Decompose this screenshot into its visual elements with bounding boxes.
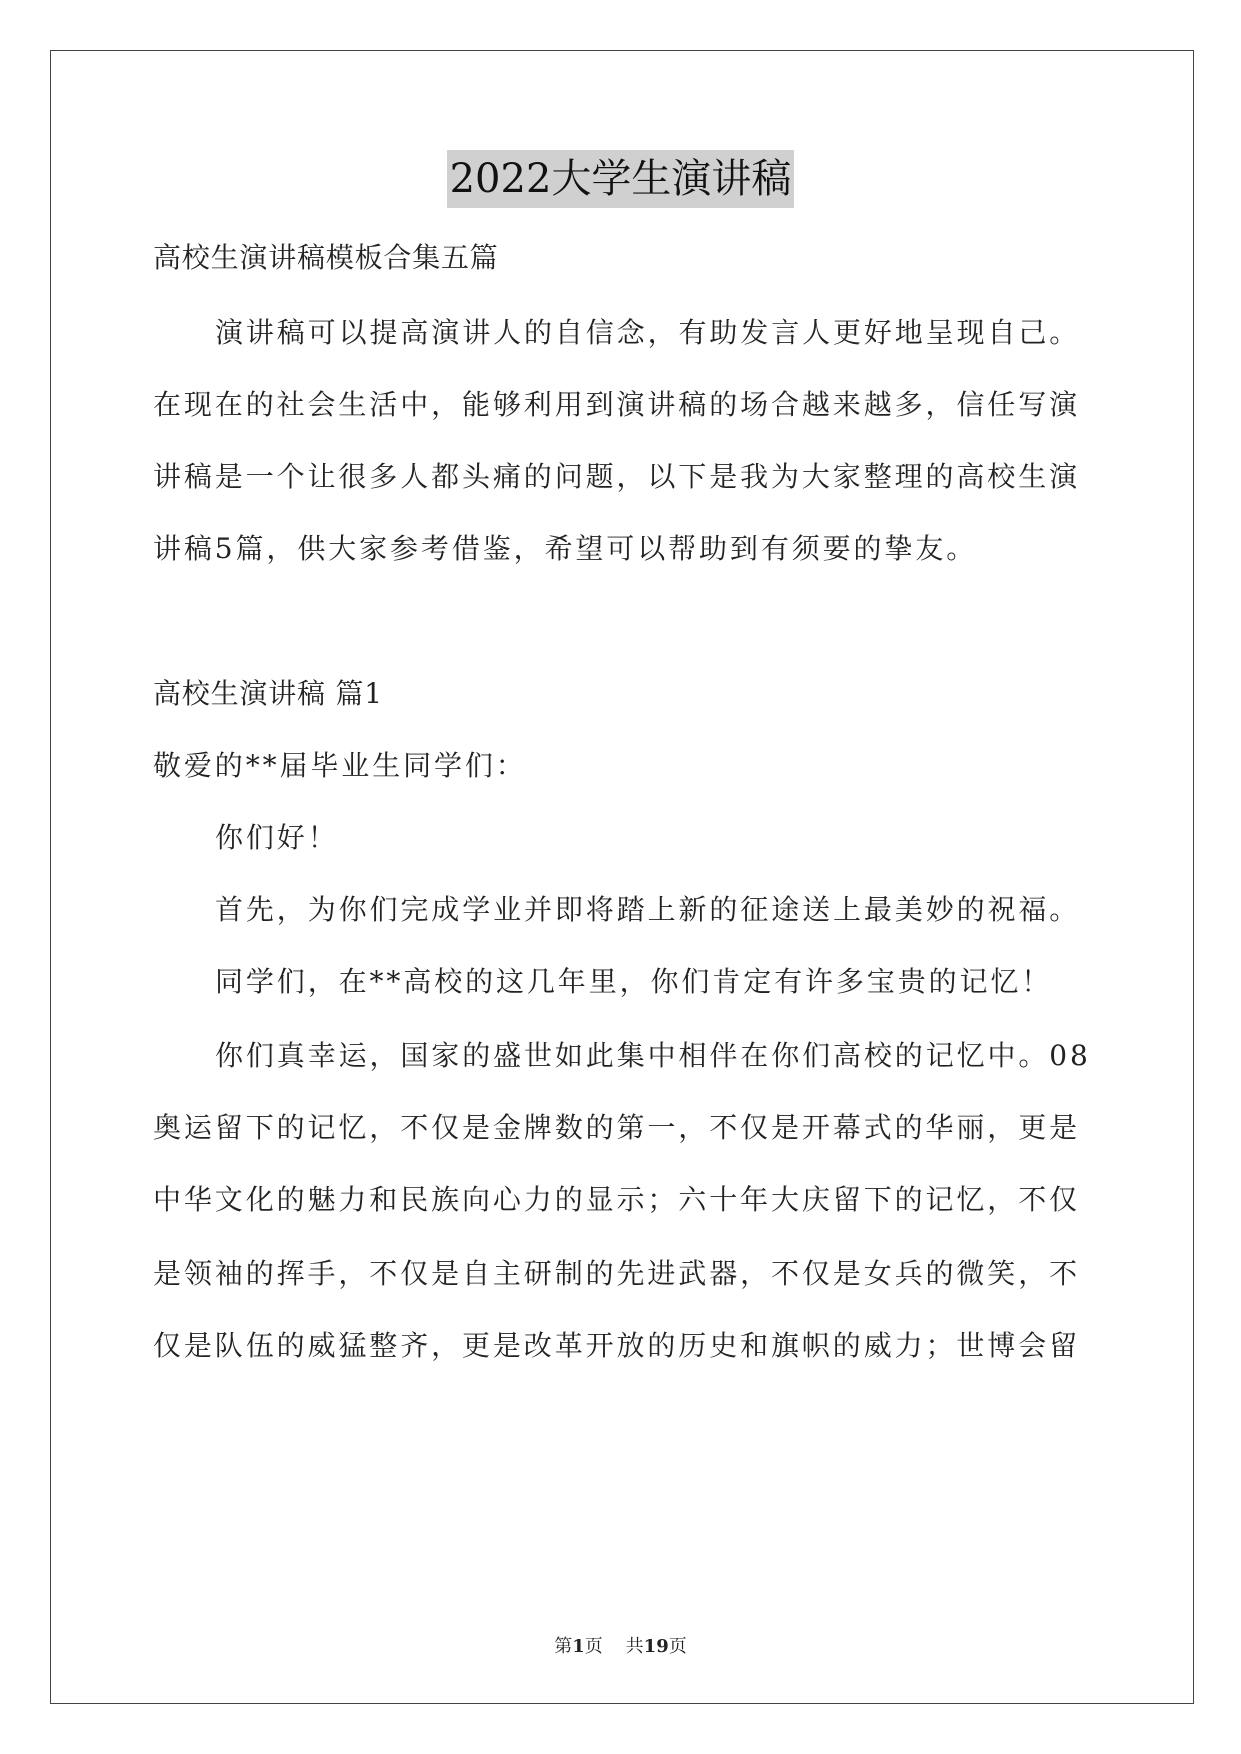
paragraph-line: 首先，为你们完成学业并即将踏上新的征途送上最美妙的祝福。 bbox=[215, 893, 1081, 926]
paragraph-line: 是领袖的挥手，不仅是自主研制的先进武器，不仅是女兵的微笑，不 bbox=[153, 1257, 1081, 1290]
paragraph-line: 同学们，在**高校的这几年里，你们肯定有许多宝贵的记忆！ bbox=[215, 965, 1053, 998]
page-border bbox=[50, 50, 1194, 1704]
paragraph-line: 中华文化的魅力和民族向心力的显示；六十年大庆留下的记忆，不仅 bbox=[153, 1183, 1081, 1216]
intro-heading: 高校生演讲稿模板合集五篇 bbox=[153, 241, 499, 274]
paragraph-line: 讲稿5篇，供大家参考借鉴，希望可以帮助到有须要的挚友。 bbox=[153, 532, 978, 565]
total-prefix: 共 bbox=[625, 1636, 644, 1657]
paragraph-line: 奥运留下的记忆，不仅是金牌数的第一，不仅是开幕式的华丽，更是 bbox=[153, 1111, 1081, 1144]
paragraph-line: 仅是队伍的威猛整齐，更是改革开放的历史和旗帜的威力；世博会留 bbox=[153, 1329, 1081, 1362]
paragraph-line: 讲稿是一个让很多人都头痛的问题，以下是我为大家整理的高校生演 bbox=[153, 460, 1081, 493]
salutation: 敬爱的**届毕业生同学们： bbox=[153, 749, 527, 782]
document-title: 2022大学生演讲稿 bbox=[447, 150, 795, 208]
section-heading: 高校生演讲稿 篇1 bbox=[153, 677, 383, 710]
total-pages: 19 bbox=[643, 1636, 669, 1657]
paragraph-line: 你们真幸运，国家的盛世如此集中相伴在你们高校的记忆中。08 bbox=[215, 1039, 1091, 1072]
page-footer bbox=[0, 1632, 1241, 1658]
paragraph-line: 演讲稿可以提高演讲人的自信念，有助发言人更好地呈现自己。 bbox=[215, 316, 1081, 349]
paragraph-line: 在现在的社会生活中，能够利用到演讲稿的场合越来越多，信任写演 bbox=[153, 388, 1081, 421]
total-suffix: 页 bbox=[668, 1636, 687, 1657]
page-prefix: 第 bbox=[554, 1636, 573, 1657]
page-number: 1 bbox=[572, 1636, 585, 1657]
page-suffix: 页 bbox=[584, 1636, 603, 1657]
greeting: 你们好！ bbox=[215, 821, 339, 854]
document-title-wrap bbox=[0, 150, 1241, 208]
